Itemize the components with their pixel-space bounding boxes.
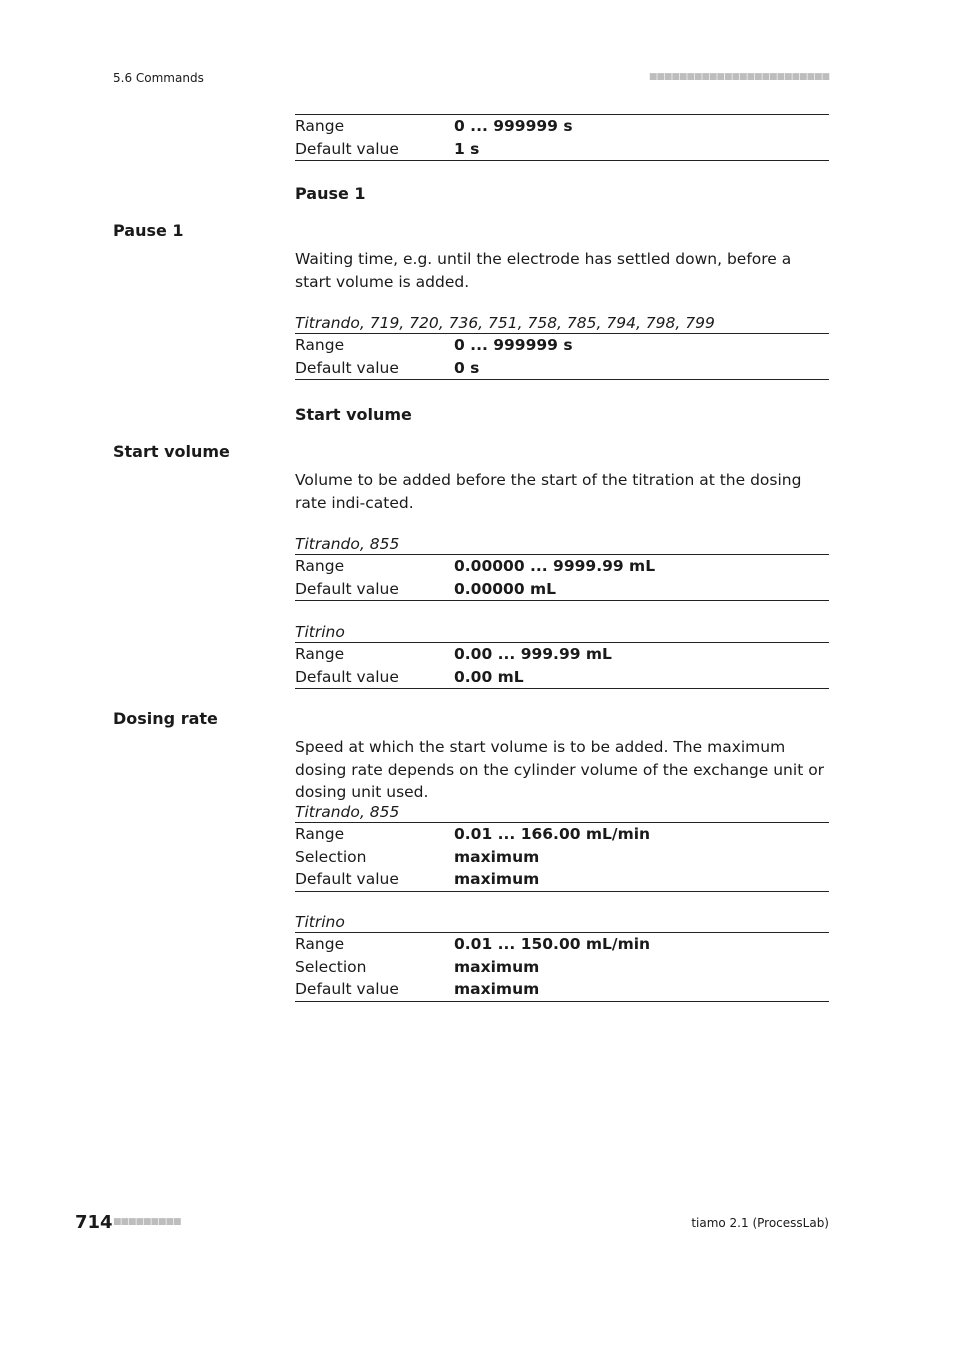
footer-decoration: ■■■■■■■■■ xyxy=(113,1217,181,1227)
pause1-table-block xyxy=(295,313,829,380)
start-volume-titrando-table xyxy=(295,554,829,601)
param-value: 0.00000 ... 9999.99 mL xyxy=(454,557,656,575)
param-value: 0.01 ... 166.00 mL/min xyxy=(454,825,651,843)
table-row xyxy=(295,138,829,161)
pause1-description: Waiting time, e.g. until the electrode has settled down, before a start volume is added. xyxy=(295,250,792,291)
table-row xyxy=(295,846,829,869)
param-label: Default value xyxy=(295,358,399,377)
header-decoration: ■■■■■■■■■■■■■■■■■■■■■■■■ xyxy=(648,72,829,82)
dosing-rate-titrino-caption: Titrino xyxy=(295,913,345,931)
table-row xyxy=(295,956,829,979)
param-label: Default value xyxy=(295,579,399,598)
param-value: maximum xyxy=(454,847,540,866)
pause1-description-block xyxy=(295,248,829,293)
pause1-heading-block xyxy=(295,184,829,203)
param-value: maximum xyxy=(454,980,540,998)
table-row xyxy=(295,334,829,357)
page-number: 714 xyxy=(75,1212,113,1233)
dosing-rate-description-block xyxy=(295,736,829,804)
dosing-rate-titrando-block xyxy=(295,802,829,892)
start-volume-heading-block xyxy=(295,405,829,424)
param-value: 0 s xyxy=(454,358,480,377)
param-value: 0.00 mL xyxy=(454,667,524,686)
start-volume-titrino-table xyxy=(295,642,829,689)
start-volume-titrino-caption: Titrino xyxy=(295,623,345,641)
dosing-rate-titrino-table xyxy=(295,932,829,1002)
top-parameter-table xyxy=(295,114,829,161)
table-row xyxy=(295,978,829,1001)
param-label: Default value xyxy=(295,139,399,158)
param-label: Selection xyxy=(295,847,367,866)
pause1-table xyxy=(295,333,829,380)
dosing-rate-side-title: Dosing rate xyxy=(113,709,218,728)
start-volume-titrino-block xyxy=(295,622,829,689)
table-row xyxy=(295,555,829,578)
start-volume-heading: Start volume xyxy=(295,405,412,424)
param-label: Range xyxy=(295,825,345,843)
param-label: Default value xyxy=(295,870,399,888)
param-label: Default value xyxy=(295,980,399,998)
running-header-section: 5.6 Commands xyxy=(113,71,204,85)
param-label: Range xyxy=(295,645,345,663)
param-label: Range xyxy=(295,117,345,135)
table-row xyxy=(295,823,829,846)
table-row xyxy=(295,578,829,601)
param-value: 0 ... 999999 s xyxy=(454,117,573,135)
param-value: maximum xyxy=(454,870,540,888)
param-label: Selection xyxy=(295,957,367,976)
table-row xyxy=(295,643,829,666)
start-volume-side-title: Start volume xyxy=(113,442,230,461)
table-row xyxy=(295,115,829,138)
start-volume-titrando-block xyxy=(295,534,829,601)
param-label: Range xyxy=(295,935,345,953)
dosing-rate-titrino-block xyxy=(295,912,829,1002)
pause1-caption: Titrando, 719, 720, 736, 751, 758, 785, 794, 798, 799 xyxy=(295,314,715,332)
param-value: 0.01 ... 150.00 mL/min xyxy=(454,935,651,953)
start-volume-description-block xyxy=(295,469,829,514)
start-volume-description: Volume to be added before the start of the titration at the dosing rate indi-cated. xyxy=(295,471,802,512)
param-value: 0.00000 mL xyxy=(454,579,557,598)
table-row xyxy=(295,933,829,956)
table-row xyxy=(295,357,829,380)
param-label: Default value xyxy=(295,667,399,686)
pause1-heading: Pause 1 xyxy=(295,184,366,203)
dosing-rate-titrando-caption: Titrando, 855 xyxy=(295,803,400,821)
dosing-rate-titrando-table xyxy=(295,822,829,892)
dosing-rate-description: Speed at which the start volume is to be added. The maximum dosing rate depends on the cylinder volume of the exchange unit or dosing unit used. xyxy=(295,738,825,801)
table-row xyxy=(295,666,829,689)
param-label: Range xyxy=(295,336,345,354)
start-volume-titrando-caption: Titrando, 855 xyxy=(295,535,400,553)
footer-product: tiamo 2.1 (ProcessLab) xyxy=(691,1216,829,1230)
pause1-side-title: Pause 1 xyxy=(113,221,184,240)
param-value: 1 s xyxy=(454,139,480,158)
param-label: Range xyxy=(295,557,345,575)
param-value: maximum xyxy=(454,957,540,976)
top-parameter-block xyxy=(295,114,829,161)
param-value: 0 ... 999999 s xyxy=(454,336,573,354)
param-value: 0.00 ... 999.99 mL xyxy=(454,645,612,663)
table-row xyxy=(295,868,829,891)
